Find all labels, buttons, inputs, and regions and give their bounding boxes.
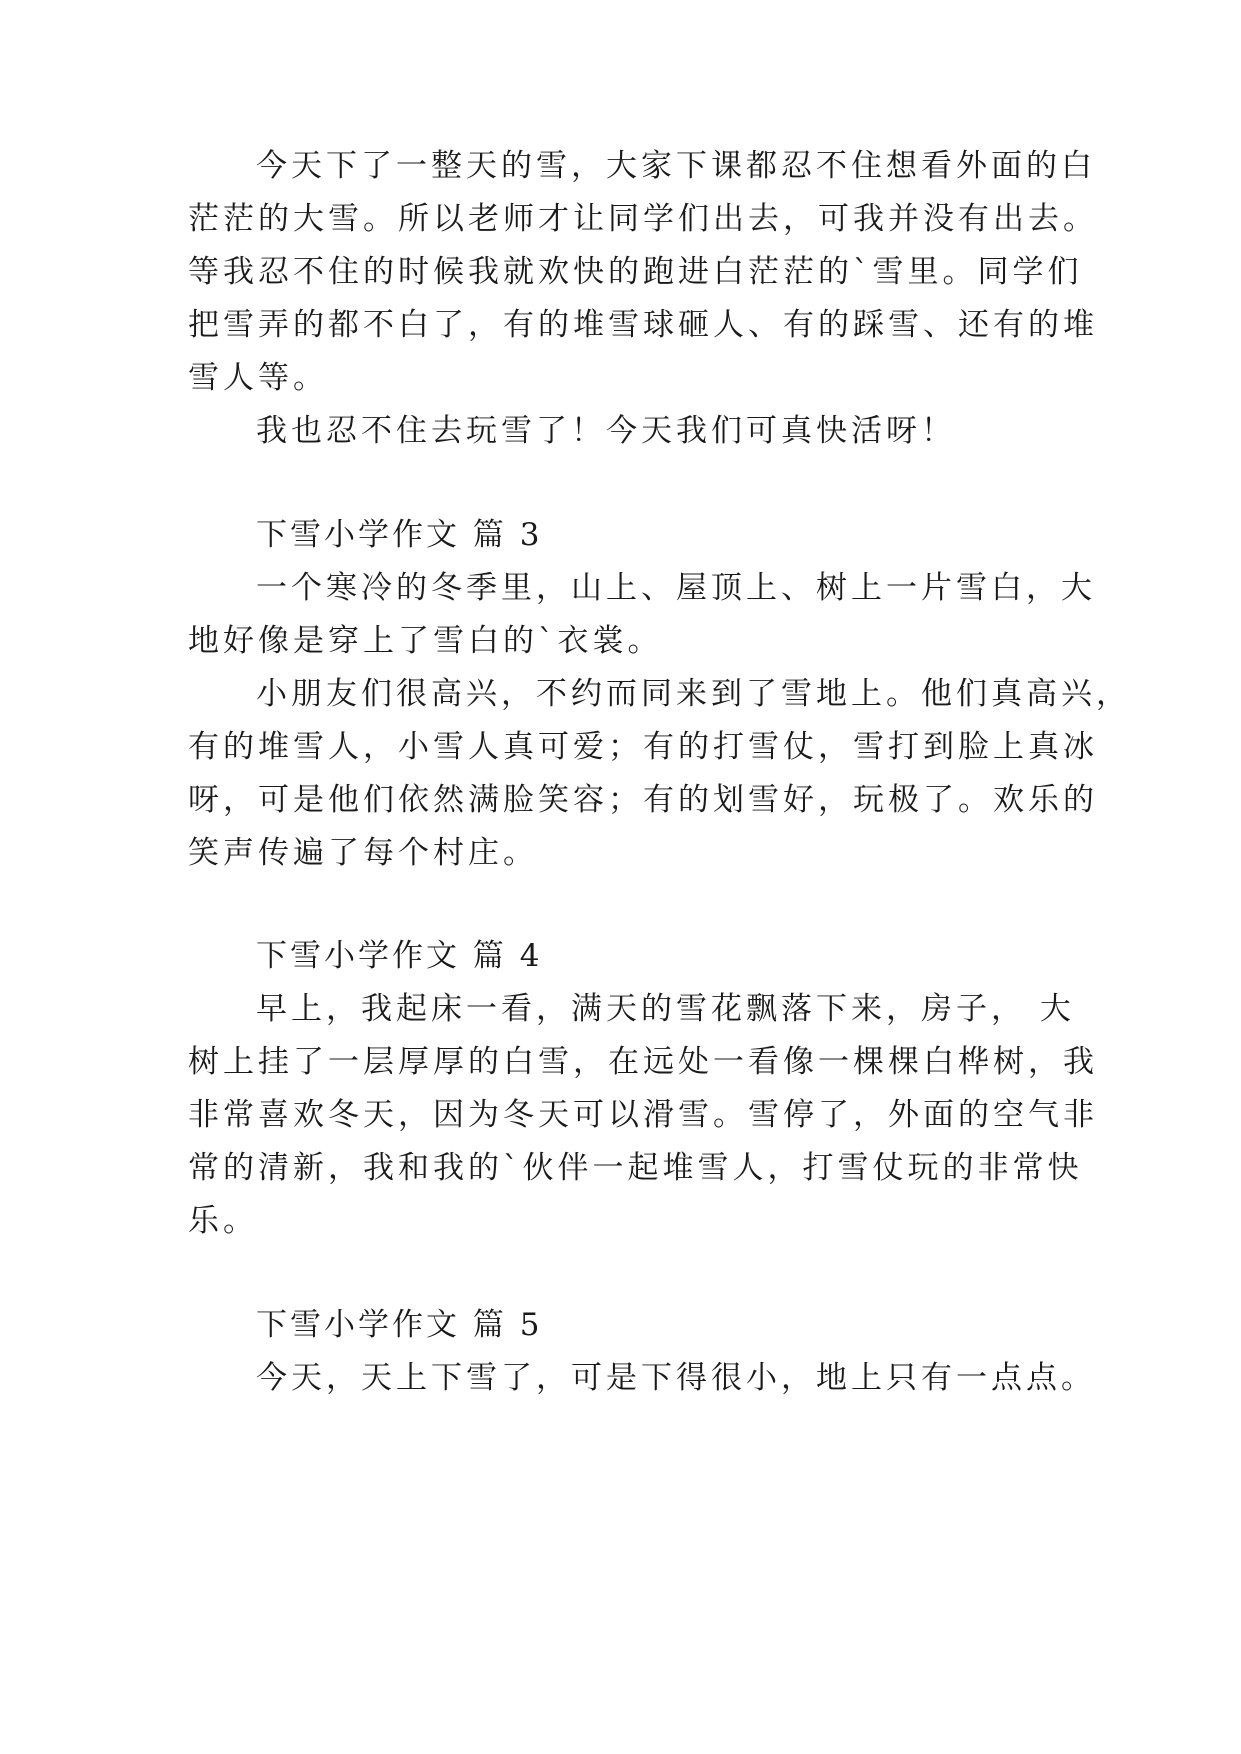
paragraph-line: 我也忍不住去玩雪了！今天我们可真快活呀！: [256, 413, 956, 449]
paragraph-line: 树上挂了一层厚厚的白雪，在远处一看像一棵棵白桦树，我: [188, 1044, 1098, 1080]
paragraph-line: 雪人等。: [188, 360, 328, 396]
paragraph-line: 今天下了一整天的雪，大家下课都忍不住想看外面的白: [256, 148, 1096, 184]
paragraph-line: 一个寒冷的冬季里，山上、屋顶上、树上一片雪白，大: [256, 570, 1096, 606]
paragraph-line: 有的堆雪人，小雪人真可爱；有的打雪仗，雪打到脸上真冰: [188, 729, 1098, 765]
paragraph-line: 非常喜欢冬天，因为冬天可以滑雪。雪停了，外面的空气非: [188, 1097, 1098, 1133]
paragraph-line: 小朋友们很高兴，不约而同来到了雪地上。他们真高兴，: [256, 676, 1131, 712]
section-heading: 下雪小学作文 篇 3: [256, 517, 543, 553]
paragraph-line: 笑声传遍了每个村庄。: [188, 835, 538, 871]
paragraph-line: 等我忍不住的时候我就欢快的跑进白茫茫的`雪里。同学们: [188, 254, 1083, 290]
paragraph-line: 常的清新，我和我的`伙伴一起堆雪人，打雪仗玩的非常快: [188, 1150, 1083, 1186]
paragraph-line: 早上，我起床一看，满天的雪花飘落下来，房子， 大: [256, 991, 1075, 1027]
paragraph-line: 茫茫的大雪。所以老师才让同学们出去，可我并没有出去。: [188, 201, 1098, 237]
paragraph-line: 地好像是穿上了雪白的`衣裳。: [188, 623, 663, 659]
paragraph-line: 把雪弄的都不白了，有的堆雪球砸人、有的踩雪、还有的堆: [188, 307, 1098, 343]
section-heading: 下雪小学作文 篇 4: [256, 938, 543, 974]
section-heading: 下雪小学作文 篇 5: [256, 1307, 543, 1343]
paragraph-line: 呀，可是他们依然满脸笑容；有的划雪好，玩极了。欢乐的: [188, 782, 1098, 818]
paragraph-line: 乐。: [188, 1203, 258, 1239]
paragraph-line: 今天，天上下雪了，可是下得很小，地上只有一点点。: [256, 1360, 1096, 1396]
